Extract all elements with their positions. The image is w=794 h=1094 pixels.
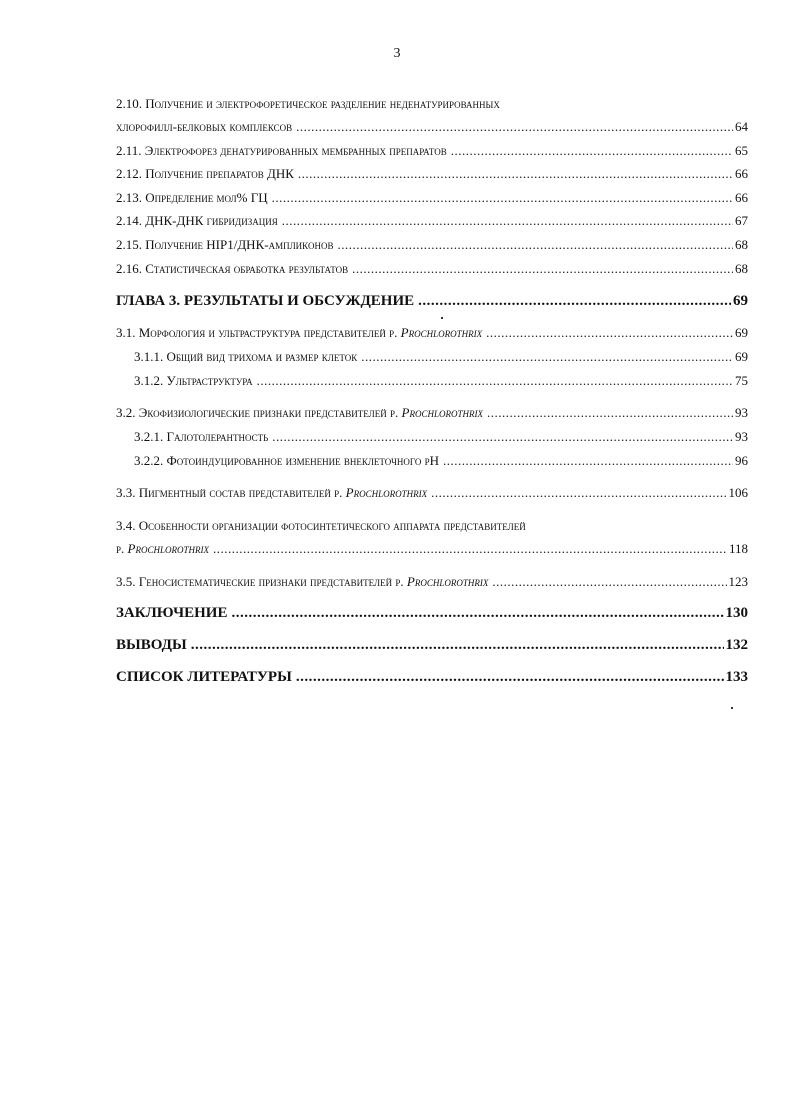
toc-entry-title: 3.2.1. Галотолерантность <box>134 429 269 444</box>
toc-entry-3-2 <box>116 403 748 423</box>
toc-entry-3-2-2 <box>134 451 748 471</box>
toc-page-number: 69 <box>735 325 748 340</box>
toc-page-number: 96 <box>735 453 748 468</box>
toc-entry-title: 2.16. Статистическая обработка результатов <box>116 261 349 276</box>
genus-name: Prochlorothrix <box>345 485 428 500</box>
toc-page-number: 118 <box>728 541 748 556</box>
toc-page-number: 133 <box>725 669 748 685</box>
leader-dots <box>298 164 733 184</box>
leader-dots <box>282 211 733 231</box>
toc-page-number: 69 <box>733 293 748 309</box>
toc-entry-2-16 <box>116 259 748 279</box>
genus-name: Prochlorothrix <box>400 325 483 340</box>
toc-references <box>116 667 748 687</box>
toc-entry-3-1 <box>116 323 748 343</box>
toc-page-number: 106 <box>728 485 748 500</box>
toc-page-number: 75 <box>735 373 748 388</box>
toc-entry-3-5 <box>116 572 748 592</box>
toc-page-number: 130 <box>725 605 748 621</box>
toc-entry-2-12 <box>116 164 748 184</box>
speck <box>441 317 443 319</box>
toc-entry-title: 2.11. Электрофорез денатурированных мембранных препаратов <box>116 143 447 158</box>
toc-entry-3-4 <box>116 539 748 559</box>
leader-dots <box>257 371 733 391</box>
toc-entry-2-13 <box>116 188 748 208</box>
toc-entry-title: 2.15. Получение HIP1/ДНК-ампликонов <box>116 237 334 252</box>
leader-dots <box>486 323 733 343</box>
leader-dots <box>296 117 733 137</box>
toc-entry-3-1-1 <box>134 347 748 367</box>
toc-entry-2-15 <box>116 235 748 255</box>
toc-page-number: 93 <box>735 405 748 420</box>
toc-entry-2-10-line1: 2.10. Получение и электрофоретическое разделение неденатурированных <box>116 96 500 111</box>
toc-entry-3-4-line1: 3.4. Особенности организации фотосинтетического аппарата представителей <box>116 518 526 533</box>
toc-entry-title: хлорофилл-белковых комплексов <box>116 119 293 134</box>
toc-page-number: 64 <box>735 119 748 134</box>
leader-dots <box>337 235 733 255</box>
leader-dots <box>191 635 724 655</box>
speck <box>731 707 733 709</box>
toc-entry-title: ЗАКЛЮЧЕНИЕ <box>116 605 228 621</box>
toc-entry-title: 3.5. Геносистематические признаки представителей р. <box>116 574 404 589</box>
toc-entry-title: 3.1.1. Общий вид трихома и размер клеток <box>134 349 358 364</box>
leader-dots <box>451 141 733 161</box>
toc-entry-title: 3.1.2. Ультраструктура <box>134 373 253 388</box>
toc-entry-title: 3.1. Морфология и ультраструктура представителей р. <box>116 325 398 340</box>
toc-entry-title: ВЫВОДЫ <box>116 637 187 653</box>
leader-dots <box>272 427 733 447</box>
toc-entry-title: 3.2. Экофизиологические признаки представителей р. <box>116 405 399 420</box>
toc-page-number: 132 <box>725 637 748 653</box>
leader-dots <box>231 603 723 623</box>
leader-dots <box>213 539 727 559</box>
leader-dots <box>361 347 733 367</box>
toc-page-number: 93 <box>735 429 748 444</box>
toc-entry-3-1-2 <box>134 371 748 391</box>
toc-entry-2-11 <box>116 141 748 161</box>
toc-findings <box>116 635 748 655</box>
toc-entry-title: 3.2.2. Фотоиндуцированное изменение внеклеточного pH <box>134 453 440 468</box>
genus-name: Prochlorothrix <box>127 541 209 556</box>
toc-entry-title: 3.3. Пигментный состав представителей р. <box>116 485 343 500</box>
page-number: 3 <box>393 46 401 61</box>
toc-page-number: 68 <box>735 237 748 252</box>
toc-entry-title: 2.13. Определение мол% ГЦ <box>116 190 268 205</box>
toc-entry-3-3 <box>116 483 748 503</box>
leader-dots <box>272 188 733 208</box>
leader-dots <box>418 291 731 311</box>
toc-page-number: 123 <box>728 574 748 589</box>
toc-entry-2-10 <box>116 117 748 137</box>
toc-page-number: 66 <box>735 166 748 181</box>
toc-entry-title: СПИСОК ЛИТЕРАТУРЫ <box>116 669 292 685</box>
leader-dots <box>352 259 733 279</box>
leader-dots <box>296 667 724 687</box>
toc-entry-title: 2.12. Получение препаратов ДНК <box>116 166 294 181</box>
genus-name: Prochlorothrix <box>401 405 483 420</box>
toc-page-number: 67 <box>735 213 748 228</box>
leader-dots <box>443 451 733 471</box>
toc-entry-title: ГЛАВА 3. РЕЗУЛЬТАТЫ И ОБСУЖДЕНИЕ <box>116 293 415 309</box>
toc-entry-title: р. <box>116 541 125 556</box>
toc-page-number: 65 <box>735 143 748 158</box>
leader-dots <box>492 572 726 592</box>
toc-page-number: 68 <box>735 261 748 276</box>
genus-name: Prochlorothrix <box>406 574 489 589</box>
toc-entry-2-14 <box>116 211 748 231</box>
toc-conclusion <box>116 603 748 623</box>
leader-dots <box>431 483 726 503</box>
toc-page-number: 69 <box>735 349 748 364</box>
leader-dots <box>487 403 733 423</box>
toc-page-number: 66 <box>735 190 748 205</box>
toc-entry-title: 2.14. ДНК-ДНК гибридизация <box>116 213 278 228</box>
toc-chapter-3 <box>116 291 748 311</box>
toc-entry-3-2-1 <box>134 427 748 447</box>
